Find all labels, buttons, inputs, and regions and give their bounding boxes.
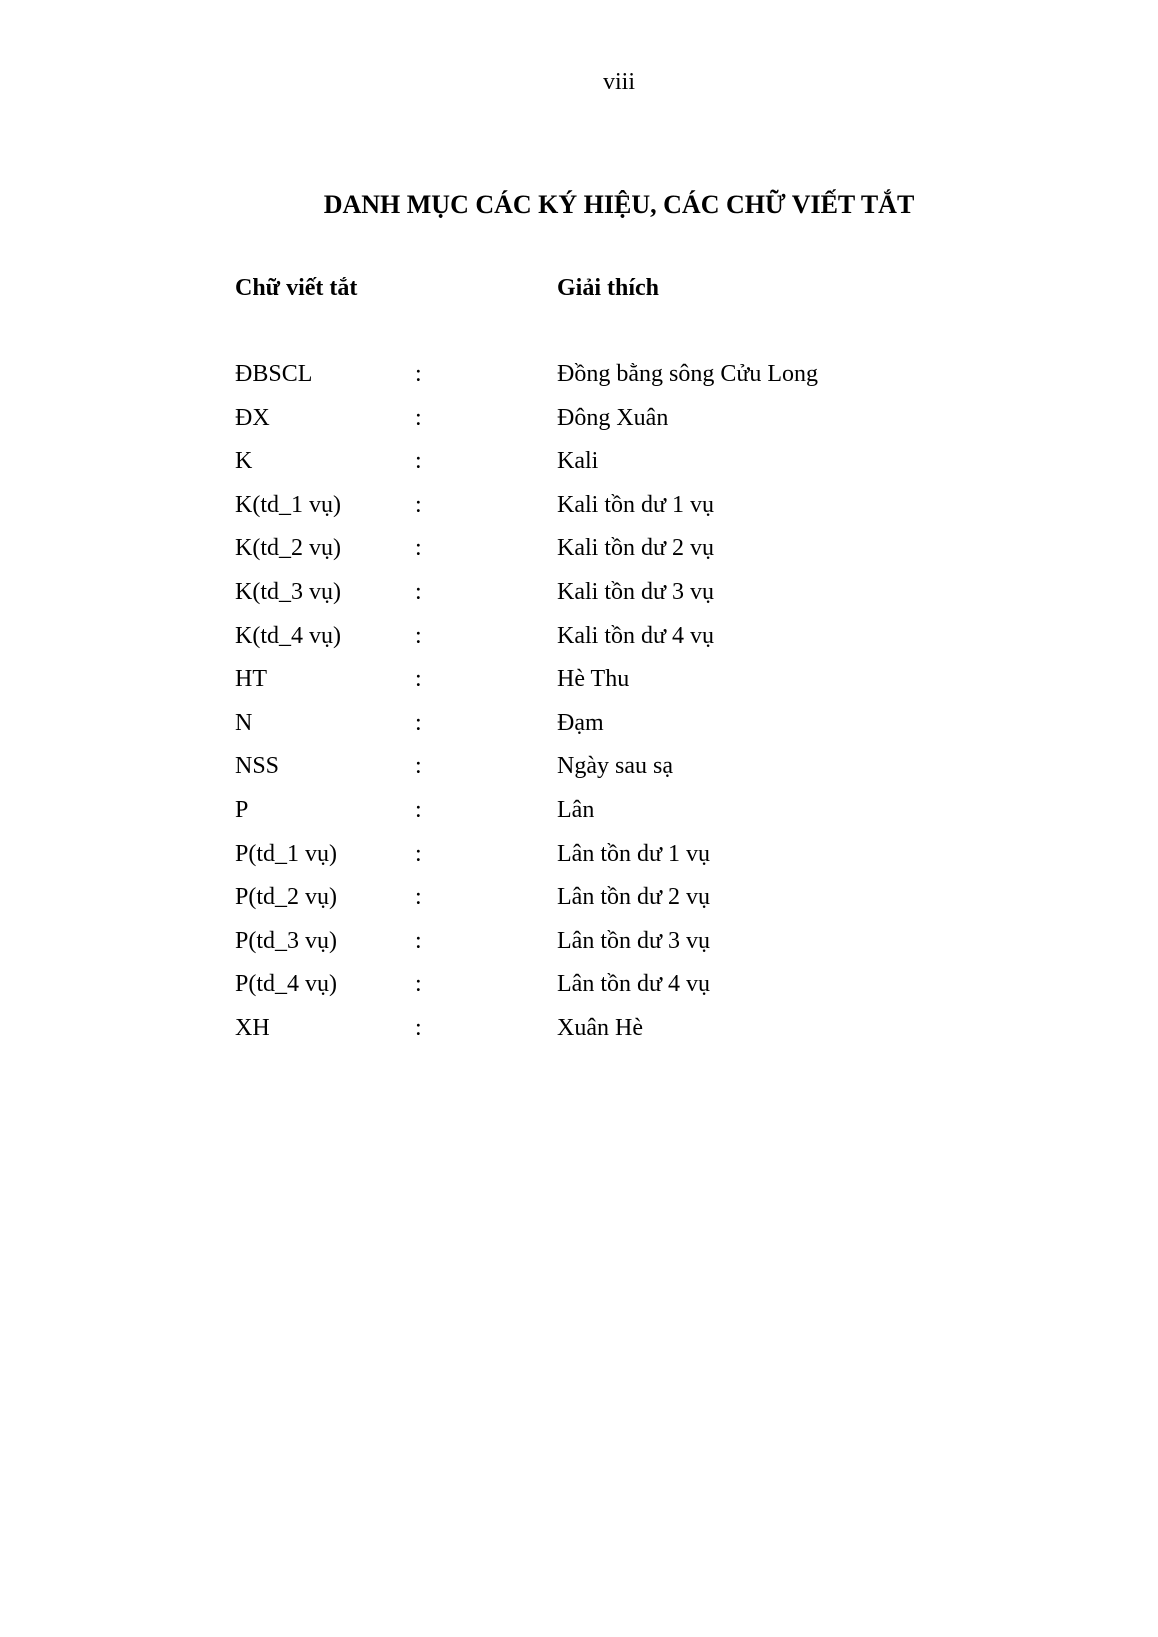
abbreviation-term: ĐX — [235, 404, 270, 431]
row-separator: : — [415, 840, 422, 867]
abbreviation-explanation: Xuân Hè — [557, 1014, 643, 1041]
row-separator: : — [415, 666, 422, 693]
row-separator: : — [415, 796, 422, 823]
abbreviation-term: K(td_1 vụ) — [235, 491, 341, 518]
abbreviation-term: K(td_3 vụ) — [235, 578, 341, 605]
abbreviation-term: ĐBSCL — [235, 361, 313, 387]
abbreviation-explanation: Kali tồn dư 1 vụ — [557, 491, 714, 518]
abbreviation-term: K — [235, 448, 253, 475]
row-separator: : — [415, 361, 422, 387]
abbreviation-explanation: Lân tồn dư 3 vụ — [557, 927, 710, 954]
abbreviation-explanation: Đồng bằng sông Cửu Long — [557, 361, 818, 387]
page-title: DANH MỤC CÁC KÝ HIỆU, CÁC CHỮ VIẾT TẮT — [323, 190, 915, 219]
abbreviation-row — [235, 666, 995, 718]
abbreviation-term: P(td_1 vụ) — [235, 840, 337, 867]
abbreviation-term: N — [235, 709, 253, 736]
row-separator: : — [415, 1014, 422, 1041]
abbreviation-explanation: Hè Thu — [557, 666, 630, 693]
abbreviation-explanation: Lân tồn dư 2 vụ — [557, 884, 710, 911]
page-number: viii — [602, 69, 635, 95]
abbreviation-term: NSS — [235, 753, 280, 780]
abbreviation-term: P(td_3 vụ) — [235, 927, 337, 954]
row-separator: : — [415, 753, 422, 780]
row-separator: : — [415, 884, 422, 911]
abbreviation-list — [235, 361, 995, 1067]
abbreviation-explanation: Đông Xuân — [557, 404, 669, 431]
abbreviation-explanation: Kali tồn dư 2 vụ — [557, 535, 714, 562]
row-separator: : — [415, 709, 422, 736]
row-separator: : — [415, 927, 422, 954]
abbreviation-row — [235, 753, 995, 805]
abbreviation-term: HT — [235, 666, 267, 693]
abbreviation-term: XH — [235, 1014, 270, 1041]
row-separator: : — [415, 535, 422, 562]
abbreviation-explanation: Đạm — [557, 709, 604, 736]
abbreviation-explanation: Lân tồn dư 4 vụ — [557, 971, 710, 998]
abbreviation-term: K(td_4 vụ) — [235, 622, 341, 649]
abbreviation-explanation: Kali tồn dư 3 vụ — [557, 578, 714, 605]
row-separator: : — [415, 404, 422, 431]
abbreviation-explanation: Kali — [557, 448, 599, 475]
abbreviation-term: P — [235, 796, 249, 823]
row-separator: : — [415, 448, 422, 475]
column-header-row — [235, 271, 995, 305]
row-separator: : — [415, 578, 422, 605]
row-separator: : — [415, 622, 422, 649]
abbreviation-explanation: Lân tồn dư 1 vụ — [557, 840, 710, 867]
explanation-column-header: Giải thích — [557, 275, 660, 301]
row-separator: : — [415, 971, 422, 998]
abbreviation-explanation: Kali tồn dư 4 vụ — [557, 622, 714, 649]
row-separator: : — [415, 491, 422, 518]
abbreviation-row — [235, 404, 995, 457]
abbreviation-term: P(td_2 vụ) — [235, 884, 337, 911]
abbreviation-term: P(td_4 vụ) — [235, 971, 337, 998]
abbreviation-column-header: Chữ viết tắt — [235, 275, 358, 301]
abbreviation-term: K(td_2 vụ) — [235, 535, 341, 562]
abbreviation-explanation: Lân — [557, 796, 595, 823]
abbreviation-row — [235, 1014, 995, 1067]
abbreviation-explanation: Ngày sau sạ — [557, 753, 673, 780]
